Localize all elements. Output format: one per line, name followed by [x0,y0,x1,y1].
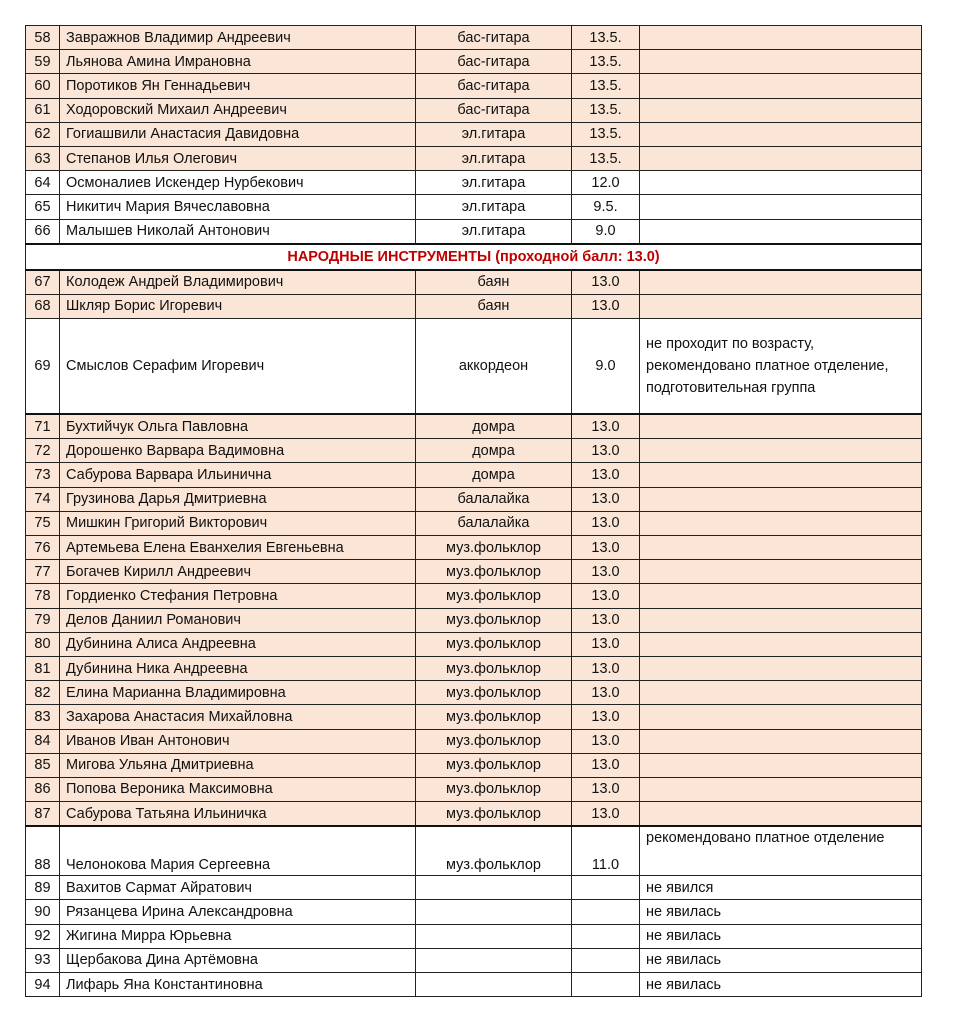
row-number: 88 [26,826,60,876]
note [640,705,922,729]
note [640,171,922,195]
row-number: 87 [26,802,60,827]
note: не явилась [640,948,922,972]
score: 9.0 [572,319,640,415]
instrument [416,924,572,948]
row-number: 58 [26,26,60,50]
instrument: балалайка [416,487,572,511]
row-number: 60 [26,74,60,98]
row-number: 72 [26,439,60,463]
row-number: 82 [26,681,60,705]
score [572,900,640,924]
student-name: Малышев Николай Антонович [60,219,416,244]
note: не явилась [640,924,922,948]
row-number: 71 [26,414,60,439]
student-name: Вахитов Сармат Айратович [60,876,416,900]
note [640,729,922,753]
table-row [26,802,922,827]
student-name: Ходоровский Михаил Андреевич [60,98,416,122]
row-number: 62 [26,122,60,146]
instrument: муз.фольклор [416,802,572,827]
score: 13.0 [572,414,640,439]
student-name: Елина Марианна Владимировна [60,681,416,705]
note [640,74,922,98]
table-row [26,608,922,632]
row-number: 90 [26,900,60,924]
table-row [26,294,922,318]
student-name: Колодеж Андрей Владимирович [60,270,416,295]
note [640,98,922,122]
table-row [26,50,922,74]
table-row [26,560,922,584]
score: 13.5. [572,98,640,122]
note [640,50,922,74]
table-row [26,146,922,170]
student-name: Делов Даниил Романович [60,608,416,632]
instrument: муз.фольклор [416,777,572,801]
student-name: Артемьева Елена Еванхелия Евгеньевна [60,536,416,560]
instrument: баян [416,270,572,295]
instrument [416,876,572,900]
table-row [26,973,922,997]
row-number: 75 [26,511,60,535]
student-name: Поротиков Ян Геннадьевич [60,74,416,98]
score: 13.0 [572,777,640,801]
note [640,219,922,244]
instrument: муз.фольклор [416,705,572,729]
table-row [26,487,922,511]
row-number: 84 [26,729,60,753]
student-name: Сабурова Варвара Ильинична [60,463,416,487]
student-name: Захарова Анастасия Михайловна [60,705,416,729]
student-name: Мишкин Григорий Викторович [60,511,416,535]
table-row [26,463,922,487]
score: 13.0 [572,656,640,680]
row-number: 80 [26,632,60,656]
note [640,195,922,219]
table-row [26,729,922,753]
note [640,26,922,50]
score: 13.5. [572,146,640,170]
score: 13.0 [572,705,640,729]
note [640,439,922,463]
note [640,487,922,511]
section-title: НАРОДНЫЕ ИНСТРУМЕНТЫ (проходной балл: 13.0) [26,244,922,270]
note [640,753,922,777]
note [640,681,922,705]
instrument: муз.фольклор [416,729,572,753]
note: не явилась [640,973,922,997]
note: не проходит по возрасту, рекомендовано платное отделение, подготовительная группа [640,319,922,415]
instrument: домра [416,414,572,439]
student-name: Льянова Амина Имрановна [60,50,416,74]
row-number: 64 [26,171,60,195]
student-name: Дубинина Ника Андреевна [60,656,416,680]
table-row [26,536,922,560]
table-row [26,219,922,244]
note [640,608,922,632]
student-name: Жигина Мирра Юрьевна [60,924,416,948]
instrument: бас-гитара [416,74,572,98]
instrument: домра [416,439,572,463]
score: 13.0 [572,584,640,608]
note: рекомендовано платное отделение [640,826,922,876]
instrument: домра [416,463,572,487]
score: 12.0 [572,171,640,195]
table-row [26,195,922,219]
row-number: 73 [26,463,60,487]
instrument: муз.фольклор [416,656,572,680]
score: 13.5. [572,26,640,50]
student-name: Богачев Кирилл Андреевич [60,560,416,584]
table-row [26,753,922,777]
table-row [26,319,922,415]
instrument: муз.фольклор [416,753,572,777]
student-name: Иванов Иван Антонович [60,729,416,753]
score [572,948,640,972]
score: 13.0 [572,729,640,753]
student-name: Дубинина Алиса Андреевна [60,632,416,656]
score: 13.5. [572,122,640,146]
row-number: 69 [26,319,60,415]
table-row [26,826,922,876]
table-row [26,876,922,900]
student-name: Челонокова Мария Сергеевна [60,826,416,876]
instrument: муз.фольклор [416,826,572,876]
note [640,463,922,487]
score: 13.0 [572,560,640,584]
score: 13.0 [572,632,640,656]
table-row [26,777,922,801]
student-name: Грузинова Дарья Дмитриевна [60,487,416,511]
table-row [26,74,922,98]
student-name: Завражнов Владимир Андреевич [60,26,416,50]
row-number: 76 [26,536,60,560]
student-name: Бухтийчук Ольга Павловна [60,414,416,439]
row-number: 74 [26,487,60,511]
instrument: бас-гитара [416,98,572,122]
instrument: балалайка [416,511,572,535]
score: 13.0 [572,511,640,535]
instrument: бас-гитара [416,26,572,50]
score: 13.5. [572,74,640,98]
note [640,294,922,318]
row-number: 79 [26,608,60,632]
row-number: 83 [26,705,60,729]
table-row [26,511,922,535]
results-table [25,25,922,997]
instrument: эл.гитара [416,146,572,170]
student-name: Дорошенко Варвара Вадимовна [60,439,416,463]
student-name: Степанов Илья Олегович [60,146,416,170]
row-number: 85 [26,753,60,777]
instrument: муз.фольклор [416,632,572,656]
note [640,122,922,146]
note [640,584,922,608]
score: 13.0 [572,608,640,632]
score: 9.5. [572,195,640,219]
instrument [416,900,572,924]
note [640,146,922,170]
row-number: 68 [26,294,60,318]
table-row [26,171,922,195]
note [640,656,922,680]
note [640,511,922,535]
student-name: Рязанцева Ирина Александровна [60,900,416,924]
table-row [26,632,922,656]
table-row [26,122,922,146]
note [640,632,922,656]
row-number: 86 [26,777,60,801]
row-number: 59 [26,50,60,74]
instrument: муз.фольклор [416,608,572,632]
table-row [26,98,922,122]
row-number: 77 [26,560,60,584]
instrument: эл.гитара [416,195,572,219]
table-row [26,924,922,948]
note: не явилась [640,900,922,924]
table-row [26,270,922,295]
score [572,973,640,997]
table-row [26,900,922,924]
score: 13.5. [572,50,640,74]
student-name: Сабурова Татьяна Ильиничка [60,802,416,827]
score: 13.0 [572,294,640,318]
instrument: эл.гитара [416,219,572,244]
row-number: 66 [26,219,60,244]
student-name: Гордиенко Стефания Петровна [60,584,416,608]
instrument: муз.фольклор [416,584,572,608]
instrument: муз.фольклор [416,560,572,584]
instrument: муз.фольклор [416,681,572,705]
student-name: Лифарь Яна Константиновна [60,973,416,997]
table-row [26,681,922,705]
table-row [26,948,922,972]
note [640,270,922,295]
note [640,536,922,560]
score: 13.0 [572,681,640,705]
row-number: 78 [26,584,60,608]
section-header-row [26,244,922,270]
score [572,876,640,900]
score: 13.0 [572,439,640,463]
instrument [416,973,572,997]
student-name: Смыслов Серафим Игоревич [60,319,416,415]
score: 9.0 [572,219,640,244]
table-row [26,414,922,439]
table-row [26,584,922,608]
results-table-body [26,26,922,997]
row-number: 61 [26,98,60,122]
row-number: 93 [26,948,60,972]
student-name: Щербакова Дина Артёмовна [60,948,416,972]
student-name: Попова Вероника Максимовна [60,777,416,801]
student-name: Мигова Ульяна Дмитриевна [60,753,416,777]
row-number: 89 [26,876,60,900]
note [640,777,922,801]
score [572,924,640,948]
note [640,414,922,439]
instrument: муз.фольклор [416,536,572,560]
row-number: 63 [26,146,60,170]
instrument: эл.гитара [416,171,572,195]
row-number: 81 [26,656,60,680]
student-name: Шкляр Борис Игоревич [60,294,416,318]
instrument [416,948,572,972]
score: 13.0 [572,536,640,560]
score: 13.0 [572,802,640,827]
note [640,560,922,584]
score: 13.0 [572,463,640,487]
student-name: Гогиашвили Анастасия Давидовна [60,122,416,146]
score: 13.0 [572,487,640,511]
student-name: Осмоналиев Искендер Нурбекович [60,171,416,195]
student-name: Никитич Мария Вячеславовна [60,195,416,219]
table-row [26,705,922,729]
instrument: аккордеон [416,319,572,415]
row-number: 65 [26,195,60,219]
note: не явился [640,876,922,900]
note [640,802,922,827]
score: 11.0 [572,826,640,876]
row-number: 67 [26,270,60,295]
instrument: эл.гитара [416,122,572,146]
row-number: 92 [26,924,60,948]
table-row [26,439,922,463]
row-number: 94 [26,973,60,997]
score: 13.0 [572,270,640,295]
instrument: бас-гитара [416,50,572,74]
table-row [26,656,922,680]
table-row [26,26,922,50]
score: 13.0 [572,753,640,777]
instrument: баян [416,294,572,318]
